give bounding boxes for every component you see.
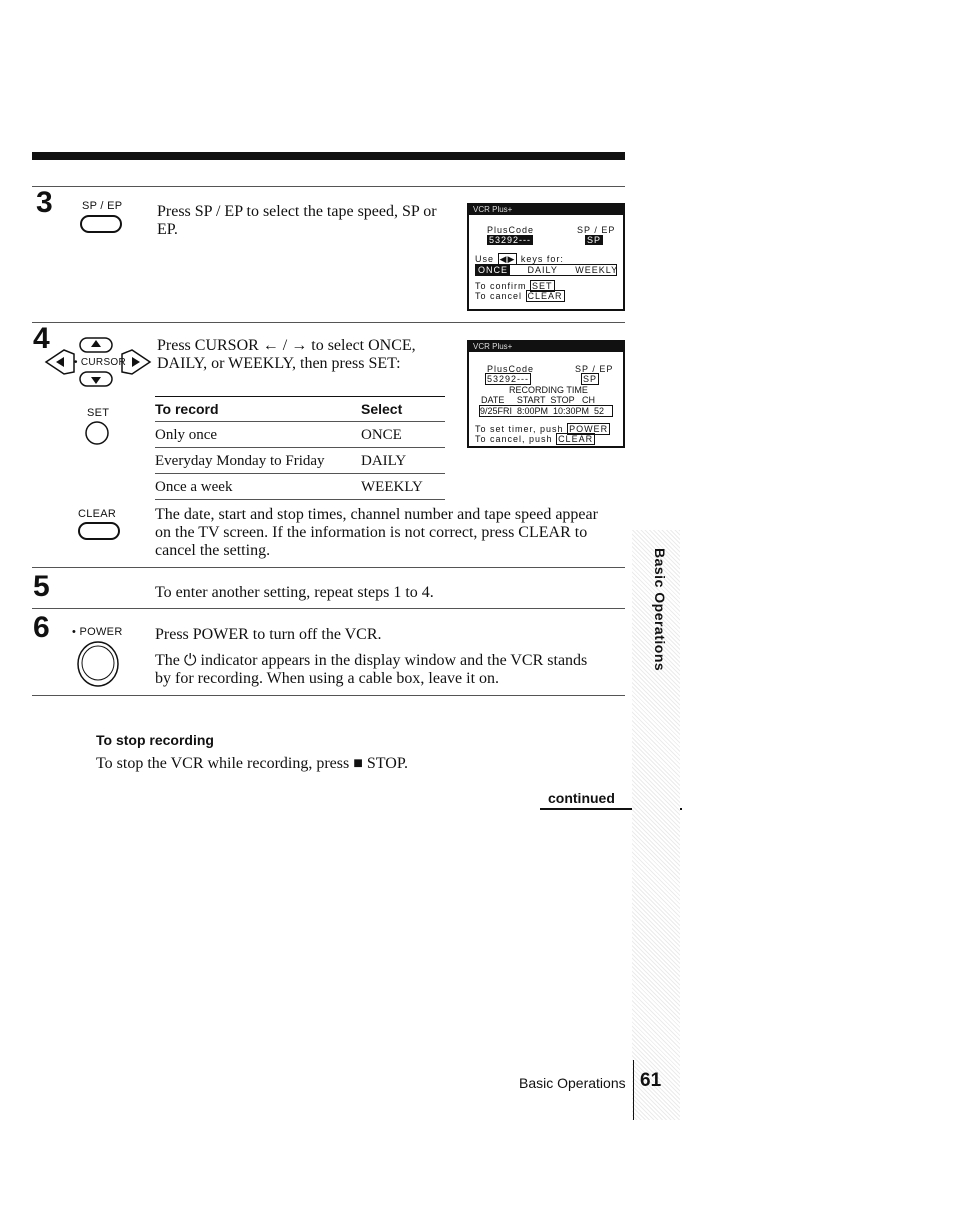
screen-confirm: To confirm: [475, 281, 527, 291]
clear-text: The date, start and stop times, channel number and tape speed appear on the TV screen. If the information is not correct, press CLEAR to cancel the setting.: [155, 506, 598, 559]
screen-speed-label: SP / EP: [575, 364, 614, 374]
table-cell: WEEKLY: [361, 479, 423, 495]
table-row: [155, 422, 445, 448]
screen-speed-value: SP: [587, 235, 602, 245]
divider: [32, 695, 625, 696]
screen-cancel: To cancel: [475, 291, 523, 301]
step-6-text-1: Press POWER to turn off the VCR.: [155, 626, 382, 643]
table-cell: ONCE: [361, 427, 402, 443]
screen-power-key: POWER: [569, 424, 609, 434]
step-number-3: 3: [36, 186, 53, 219]
divider: [32, 608, 625, 609]
tv-screen-step3: [467, 203, 625, 311]
power-button-icon: [76, 640, 120, 688]
divider: [32, 186, 625, 187]
screen-header: VCR Plus+: [469, 205, 623, 215]
table-header-select: Select: [361, 401, 403, 417]
header-rule: [32, 152, 625, 160]
sp-ep-button-icon: [80, 214, 122, 234]
screen-pluscode-label: PlusCode: [487, 225, 535, 235]
arrow-keys-icon: ◀▶: [499, 254, 516, 264]
step-6-text-2: The ⏻ indicator appears in the display window and the VCR stands by for recording. When using a cable box, leave it on.: [155, 652, 588, 687]
table-cell: DAILY: [361, 453, 407, 469]
screen-keys-for: keys for:: [520, 254, 564, 264]
power-label: • POWER: [72, 626, 123, 638]
step-4-text: Press CURSOR ← / → to select ONCE, DAILY, or WEEKLY, then press SET:: [157, 337, 416, 372]
screen-code-value: 53292---: [487, 374, 530, 384]
step-3-text: Press SP / EP to select the tape speed, SP or EP.: [157, 203, 437, 238]
stop-text: To stop the VCR while recording, press ■ STOP.: [96, 755, 408, 772]
screen-program-row: 9/25FRI 8:00PM 10:30PM 52: [479, 405, 613, 417]
screen-code-value: 53292---: [489, 235, 532, 245]
table-cell: Everyday Monday to Friday: [155, 453, 325, 469]
step-number-6: 6: [33, 611, 50, 644]
divider: [32, 567, 625, 568]
set-label: SET: [87, 407, 110, 419]
sp-ep-label: SP / EP: [82, 200, 123, 212]
table-cell: Once a week: [155, 479, 233, 495]
screen-speed-label: SP / EP: [577, 225, 616, 235]
continued-label: continued: [548, 790, 615, 806]
tv-screen-step4: [467, 340, 625, 448]
clear-label: CLEAR: [78, 508, 117, 520]
screen-clear-key: CLEAR: [558, 434, 594, 444]
option-daily: DAILY: [527, 265, 558, 275]
screen-pluscode-label: PlusCode: [487, 364, 535, 374]
table-header-record: To record: [155, 401, 219, 417]
option-weekly: WEEKLY: [575, 265, 619, 275]
footer-divider: [633, 1060, 634, 1120]
cursor-label: • CURSOR: [74, 357, 127, 368]
screen-recording-time: RECORDING TIME: [509, 385, 588, 395]
divider: [32, 322, 625, 323]
screen-header: VCR Plus+: [469, 342, 623, 352]
table-cell: Only once: [155, 427, 218, 443]
table-row: [155, 474, 445, 500]
page-number: 61: [640, 1070, 662, 1091]
screen-set-key: SET: [532, 281, 553, 291]
screen-cancel: To cancel, push: [475, 434, 553, 444]
option-once: ONCE: [478, 265, 509, 275]
screen-set-timer: To set timer, push: [475, 424, 564, 434]
step-5-text: To enter another setting, repeat steps 1 to 4.: [155, 584, 434, 601]
screen-clear-key: CLEAR: [527, 291, 563, 301]
record-table: [155, 396, 445, 500]
step-number-4: 4: [33, 322, 50, 355]
set-button-icon: [84, 420, 110, 446]
clear-button-icon: [78, 521, 120, 541]
screen-use-label: Use: [475, 254, 495, 264]
step-number-5: 5: [33, 570, 50, 603]
table-row: [155, 448, 445, 474]
screen-speed-value: SP: [583, 374, 598, 384]
footer-section: Basic Operations: [519, 1075, 626, 1091]
screen-columns: DATE START STOP CH: [481, 395, 596, 405]
stop-heading: To stop recording: [96, 732, 214, 748]
section-tab-label: Basic Operations: [652, 548, 668, 672]
